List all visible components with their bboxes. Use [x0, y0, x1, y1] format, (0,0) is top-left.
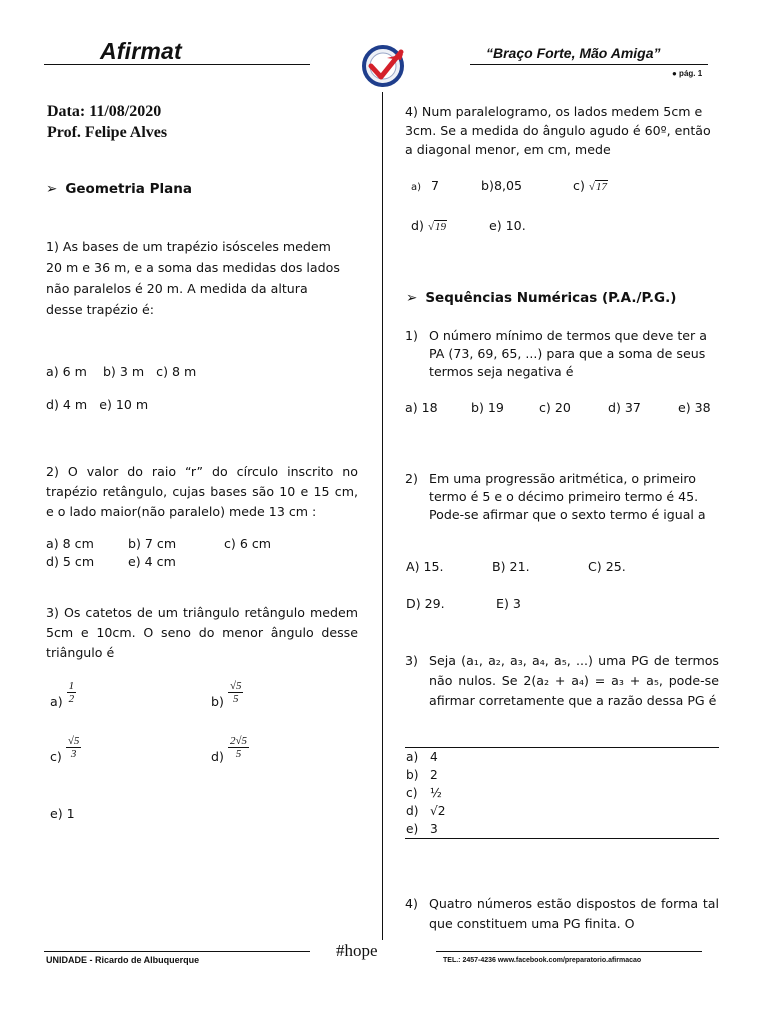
brand-title: Afirmat: [100, 38, 182, 64]
fraction-a-numerator: 1: [68, 680, 75, 692]
seq-q2-option-c: C) 25.: [588, 559, 626, 574]
section-geometry-title: Geometria Plana: [65, 181, 192, 197]
geo-q4-option-e: e) 10.: [489, 218, 526, 233]
fraction-a: [67, 680, 77, 705]
seq-q3-number: 3): [405, 653, 418, 668]
seq-question-2: [405, 469, 717, 524]
fraction-d-numerator: 2√5: [229, 735, 247, 747]
geo-q1-option-d: d) 4 m: [46, 397, 88, 412]
seq-q2-options-row1: [406, 557, 626, 577]
footer-unit: UNIDADE - Ricardo de Albuquerque: [46, 955, 200, 965]
geo-q2-options: [46, 535, 271, 571]
seq-q3-option-key: b): [406, 768, 419, 782]
header-motto: “Braço Forte, Mão Amiga”: [486, 45, 661, 61]
geo-q3-option-b: [211, 680, 243, 712]
header-rule-left: [44, 64, 310, 65]
footer-contact: TEL.: 2457-4236 www.facebook.com/preparatorio.afirmacao: [443, 957, 642, 964]
seq-q3-option-value: 3: [430, 822, 438, 836]
geo-q2-option-a: a) 8 cm: [46, 536, 94, 551]
seq-q3-option-value: 4: [430, 750, 438, 764]
sqrt-17: √17: [588, 181, 607, 193]
seq-q3-options-top-rule: [405, 747, 719, 748]
geo-q1-option-a: a) 6 m: [46, 364, 87, 379]
column-divider: [382, 92, 383, 940]
geo-q4-label-d: d): [411, 218, 424, 233]
fraction-d-denominator: 5: [235, 748, 242, 760]
seq-q2-options-row2: [406, 594, 521, 614]
seq-q3-option-value: √2: [430, 804, 446, 818]
seq-q4-text: Quatro números estão dispostos de forma tal que constituem uma PG finita. O: [429, 896, 719, 931]
seq-q1-option-a: a) 18: [405, 400, 438, 415]
date-label: Data: 11/08/2020: [47, 103, 162, 120]
seq-q1-options: [405, 398, 725, 418]
seq-q1-option-e: e) 38: [678, 400, 711, 415]
seq-q3-option-value: ½: [430, 786, 442, 800]
fraction-b-denominator: 5: [232, 693, 239, 705]
seq-q2-text: Em uma progressão aritmética, o primeiro termo é 5 e o décimo primeiro termo é 45. Pode-se afirmar que o sexto termo é igual a: [429, 471, 706, 522]
seq-q2-option-b: B) 21.: [492, 559, 530, 574]
arrow-bullet-icon: ➢: [46, 181, 58, 197]
seq-question-1: [405, 326, 717, 381]
fraction-b-numerator: √5: [229, 680, 242, 692]
seq-q3-option: [406, 750, 446, 768]
geo-q3-label-a: a): [50, 694, 63, 709]
fraction-c-numerator: √5: [67, 735, 80, 747]
seq-q1-option-c: c) 20: [539, 400, 571, 415]
geo-q3-option-e: e) 1: [50, 806, 75, 821]
seq-q2-option-d: D) 29.: [406, 596, 445, 611]
seq-q2-number: 2): [405, 471, 418, 486]
geo-q1-option-c: c) 8 m: [156, 364, 197, 379]
geo-q1-option-b: b) 3 m: [102, 364, 145, 379]
seq-q3-options: [406, 750, 446, 840]
geo-q1-options-row2: [46, 395, 148, 415]
seq-q3-option-key: a): [406, 750, 419, 764]
seq-q1-number: 1): [405, 328, 418, 343]
seq-q1-text: O número mínimo de termos que deve ter a PA (73, 69, 65, ...) para que a soma de seus termos seja negativa é: [429, 328, 707, 379]
geo-q4-label-a: a): [411, 182, 422, 193]
fraction-a-denominator: 2: [68, 693, 75, 705]
geo-q4-option-a: 7: [431, 178, 440, 193]
arrow-bullet-icon: ➢: [406, 290, 418, 306]
fraction-b: [228, 680, 244, 705]
footer-hashtag: #hope: [336, 941, 378, 960]
footer-rule-left: [44, 951, 310, 952]
geo-q4-label-c: c): [573, 178, 585, 193]
seq-q3-option: [406, 768, 446, 786]
geo-q4-option-b: b)8,05: [481, 178, 522, 193]
seq-q4-number: 4): [405, 896, 418, 911]
geo-q2-option-d: d) 5 cm: [46, 554, 95, 569]
seq-q3-options-bottom-rule: [405, 838, 719, 839]
geo-q4-options-row1: [411, 176, 608, 198]
seq-q3-option-key: e): [406, 822, 419, 836]
seq-q3-option: [406, 804, 446, 822]
afirmacao-logo-icon: [361, 44, 407, 94]
sqrt-17-radicand: 17: [595, 181, 607, 193]
seq-q3-option-key: c): [406, 786, 418, 800]
seq-q3-option: [406, 786, 446, 804]
seq-q3-option-key: d): [406, 804, 419, 818]
section-geometry: [46, 181, 192, 197]
fraction-d: [228, 735, 249, 760]
geo-q3-option-c: [50, 735, 81, 767]
footer-rule-right: [436, 951, 702, 952]
section-sequences-title: Sequências Numéricas (P.A./P.G.): [425, 290, 677, 306]
sqrt-19-radicand: 19: [434, 221, 446, 233]
geo-question-4: 4) Num paralelogramo, os lados medem 5cm e 3cm. Se a medida do ângulo agudo é 60º, então a diagonal menor, em cm, mede: [405, 104, 711, 157]
seq-q2-option-e: E) 3: [496, 596, 521, 611]
header-rule-right: [470, 64, 708, 65]
fraction-c-denominator: 3: [70, 748, 77, 760]
page-number: ● pág. 1: [672, 69, 703, 78]
seq-question-3: [405, 651, 719, 711]
geo-q2-option-e: e) 4 cm: [128, 554, 176, 569]
date-block: [47, 101, 167, 143]
seq-question-4: [405, 894, 719, 934]
geo-q3-option-a: [50, 680, 76, 712]
fraction-c: [66, 735, 82, 760]
geo-q1-options-row1: [46, 362, 196, 382]
geo-question-3: 3) Os catetos de um triângulo retângulo medem 5cm e 10cm. O seno do menor ângulo desse triângulo é: [46, 605, 358, 660]
seq-q2-option-a: A) 15.: [406, 559, 444, 574]
seq-q3-text: Seja (a₁, a₂, a₃, a₄, a₅, ...) uma PG de termos não nulos. Se 2(a₂ + a₄) = a₃ + a₅, pode-se afirmar corretamente que a razão dessa PG é: [429, 653, 719, 708]
geo-q3-label-d: d): [211, 749, 224, 764]
geo-question-2: 2) O valor do raio “r” do círculo inscrito no trapézio retângulo, cujas bases são 10 e 15 cm, e o lado maior(não paralelo) mede 13 cm :: [46, 464, 358, 519]
geo-q2-option-c: c) 6 cm: [224, 536, 272, 551]
geo-q3-label-c: c): [50, 749, 62, 764]
seq-q3-option-value: 2: [430, 768, 438, 782]
geo-q3-label-b: b): [211, 694, 224, 709]
section-sequences: [406, 290, 676, 306]
seq-q1-option-b: b) 19: [471, 400, 504, 415]
seq-q1-option-d: d) 37: [608, 400, 641, 415]
geo-q3-option-d: [211, 735, 249, 767]
geo-q2-option-b: b) 7 cm: [128, 536, 177, 551]
geo-q1-option-e: e) 10 m: [99, 397, 149, 412]
sqrt-19: √19: [427, 221, 446, 233]
geo-question-1: 1) As bases de um trapézio isósceles medem 20 m e 36 m, e a soma das medidas dos lados não paralelos é 20 m. A medida da altura desse trapézio é:: [46, 239, 340, 317]
geo-q4-options-row2: [411, 216, 526, 237]
professor-label: Prof. Felipe Alves: [47, 124, 168, 141]
